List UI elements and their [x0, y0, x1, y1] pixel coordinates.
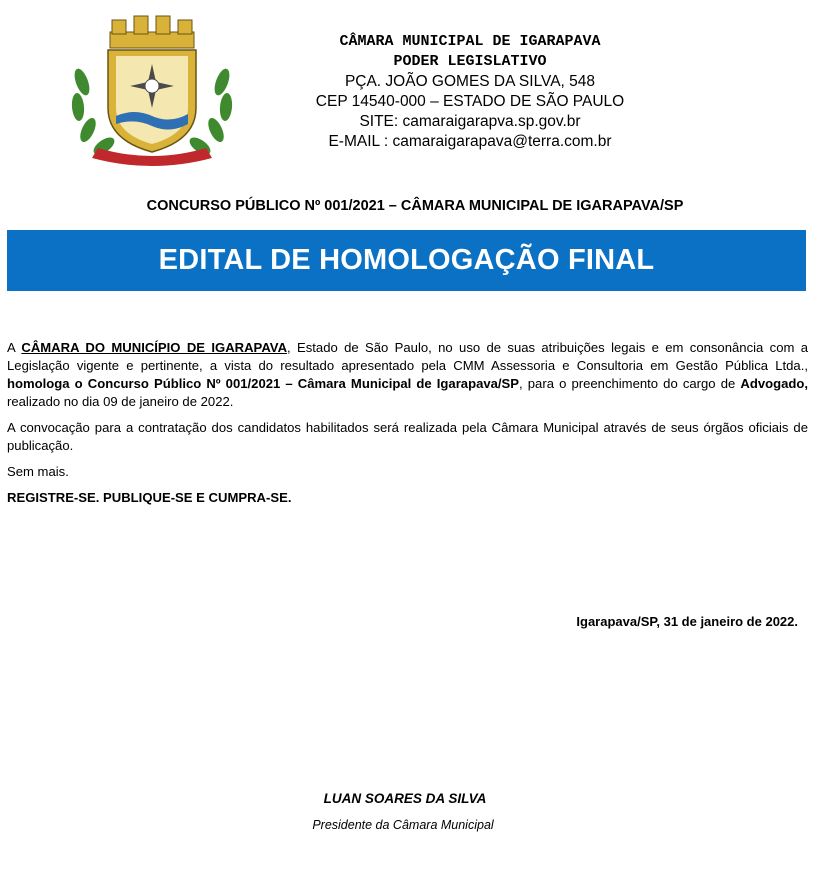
contest-title: CONCURSO PÚBLICO Nº 001/2021 – CÂMARA MUNICIPAL DE IGARAPAVA/SP	[146, 198, 684, 214]
chamber-name: CÂMARA DO MUNICÍPIO DE IGARAPAVA	[21, 340, 288, 355]
position-name: Advogado,	[740, 376, 809, 391]
document-body	[7, 339, 808, 515]
paragraph-convocation: A convocação para a contratação dos candidatos habilitados será realizada pela Câmara Municipal através de seus órgãos oficiais de publicação.	[7, 420, 808, 453]
postal-line: CEP 14540-000 – ESTADO DE SÃO PAULO	[315, 93, 625, 110]
date-line: Igarapava/SP, 31 de janeiro de 2022.	[576, 614, 798, 629]
paragraph-homologation: A CÂMARA DO MUNICÍPIO DE IGARAPAVA, Estado de São Paulo, no uso de suas atribuições legais e em consonância com a Legislação vigente e pertinente, a vista do resultado apresentado pela CMM Assessoria e Consultoria em Gestão Pública Ltda., homologa o Concurso Público Nº 001/2021 – Câmara Municipal de Igarapava/SP, para o preenchimento do cargo de Advogado, realizado no dia 09 de janeiro de 2022.	[7, 340, 809, 409]
letterhead	[290, 32, 650, 152]
signatory-name: LUAN SOARES DA SILVA	[323, 791, 487, 806]
institution-branch: PODER LEGISLATIVO	[393, 53, 547, 70]
email-line: E-MAIL : camaraigarapava@terra.com.br	[328, 133, 612, 150]
paragraph-register: REGISTRE-SE. PUBLIQUE-SE E CUMPRA-SE.	[7, 490, 292, 505]
homologation-statement: homologa o Concurso Público Nº 001/2021 – Câmara Municipal de Igarapava/SP	[7, 376, 520, 391]
address-line: PÇA. JOÃO GOMES DA SILVA, 548	[344, 73, 596, 90]
site-line: SITE: camaraigarapva.sp.gov.br	[359, 113, 581, 130]
paragraph-closing: Sem mais.	[7, 464, 69, 479]
institution-name: CÂMARA MUNICIPAL DE IGARAPAVA	[339, 33, 601, 50]
signatory-role: Presidente da Câmara Municipal	[312, 818, 494, 832]
title-banner	[7, 230, 806, 291]
municipal-crest-logo	[64, 12, 240, 166]
document-title: EDITAL DE HOMOLOGAÇÃO FINAL	[158, 244, 655, 276]
